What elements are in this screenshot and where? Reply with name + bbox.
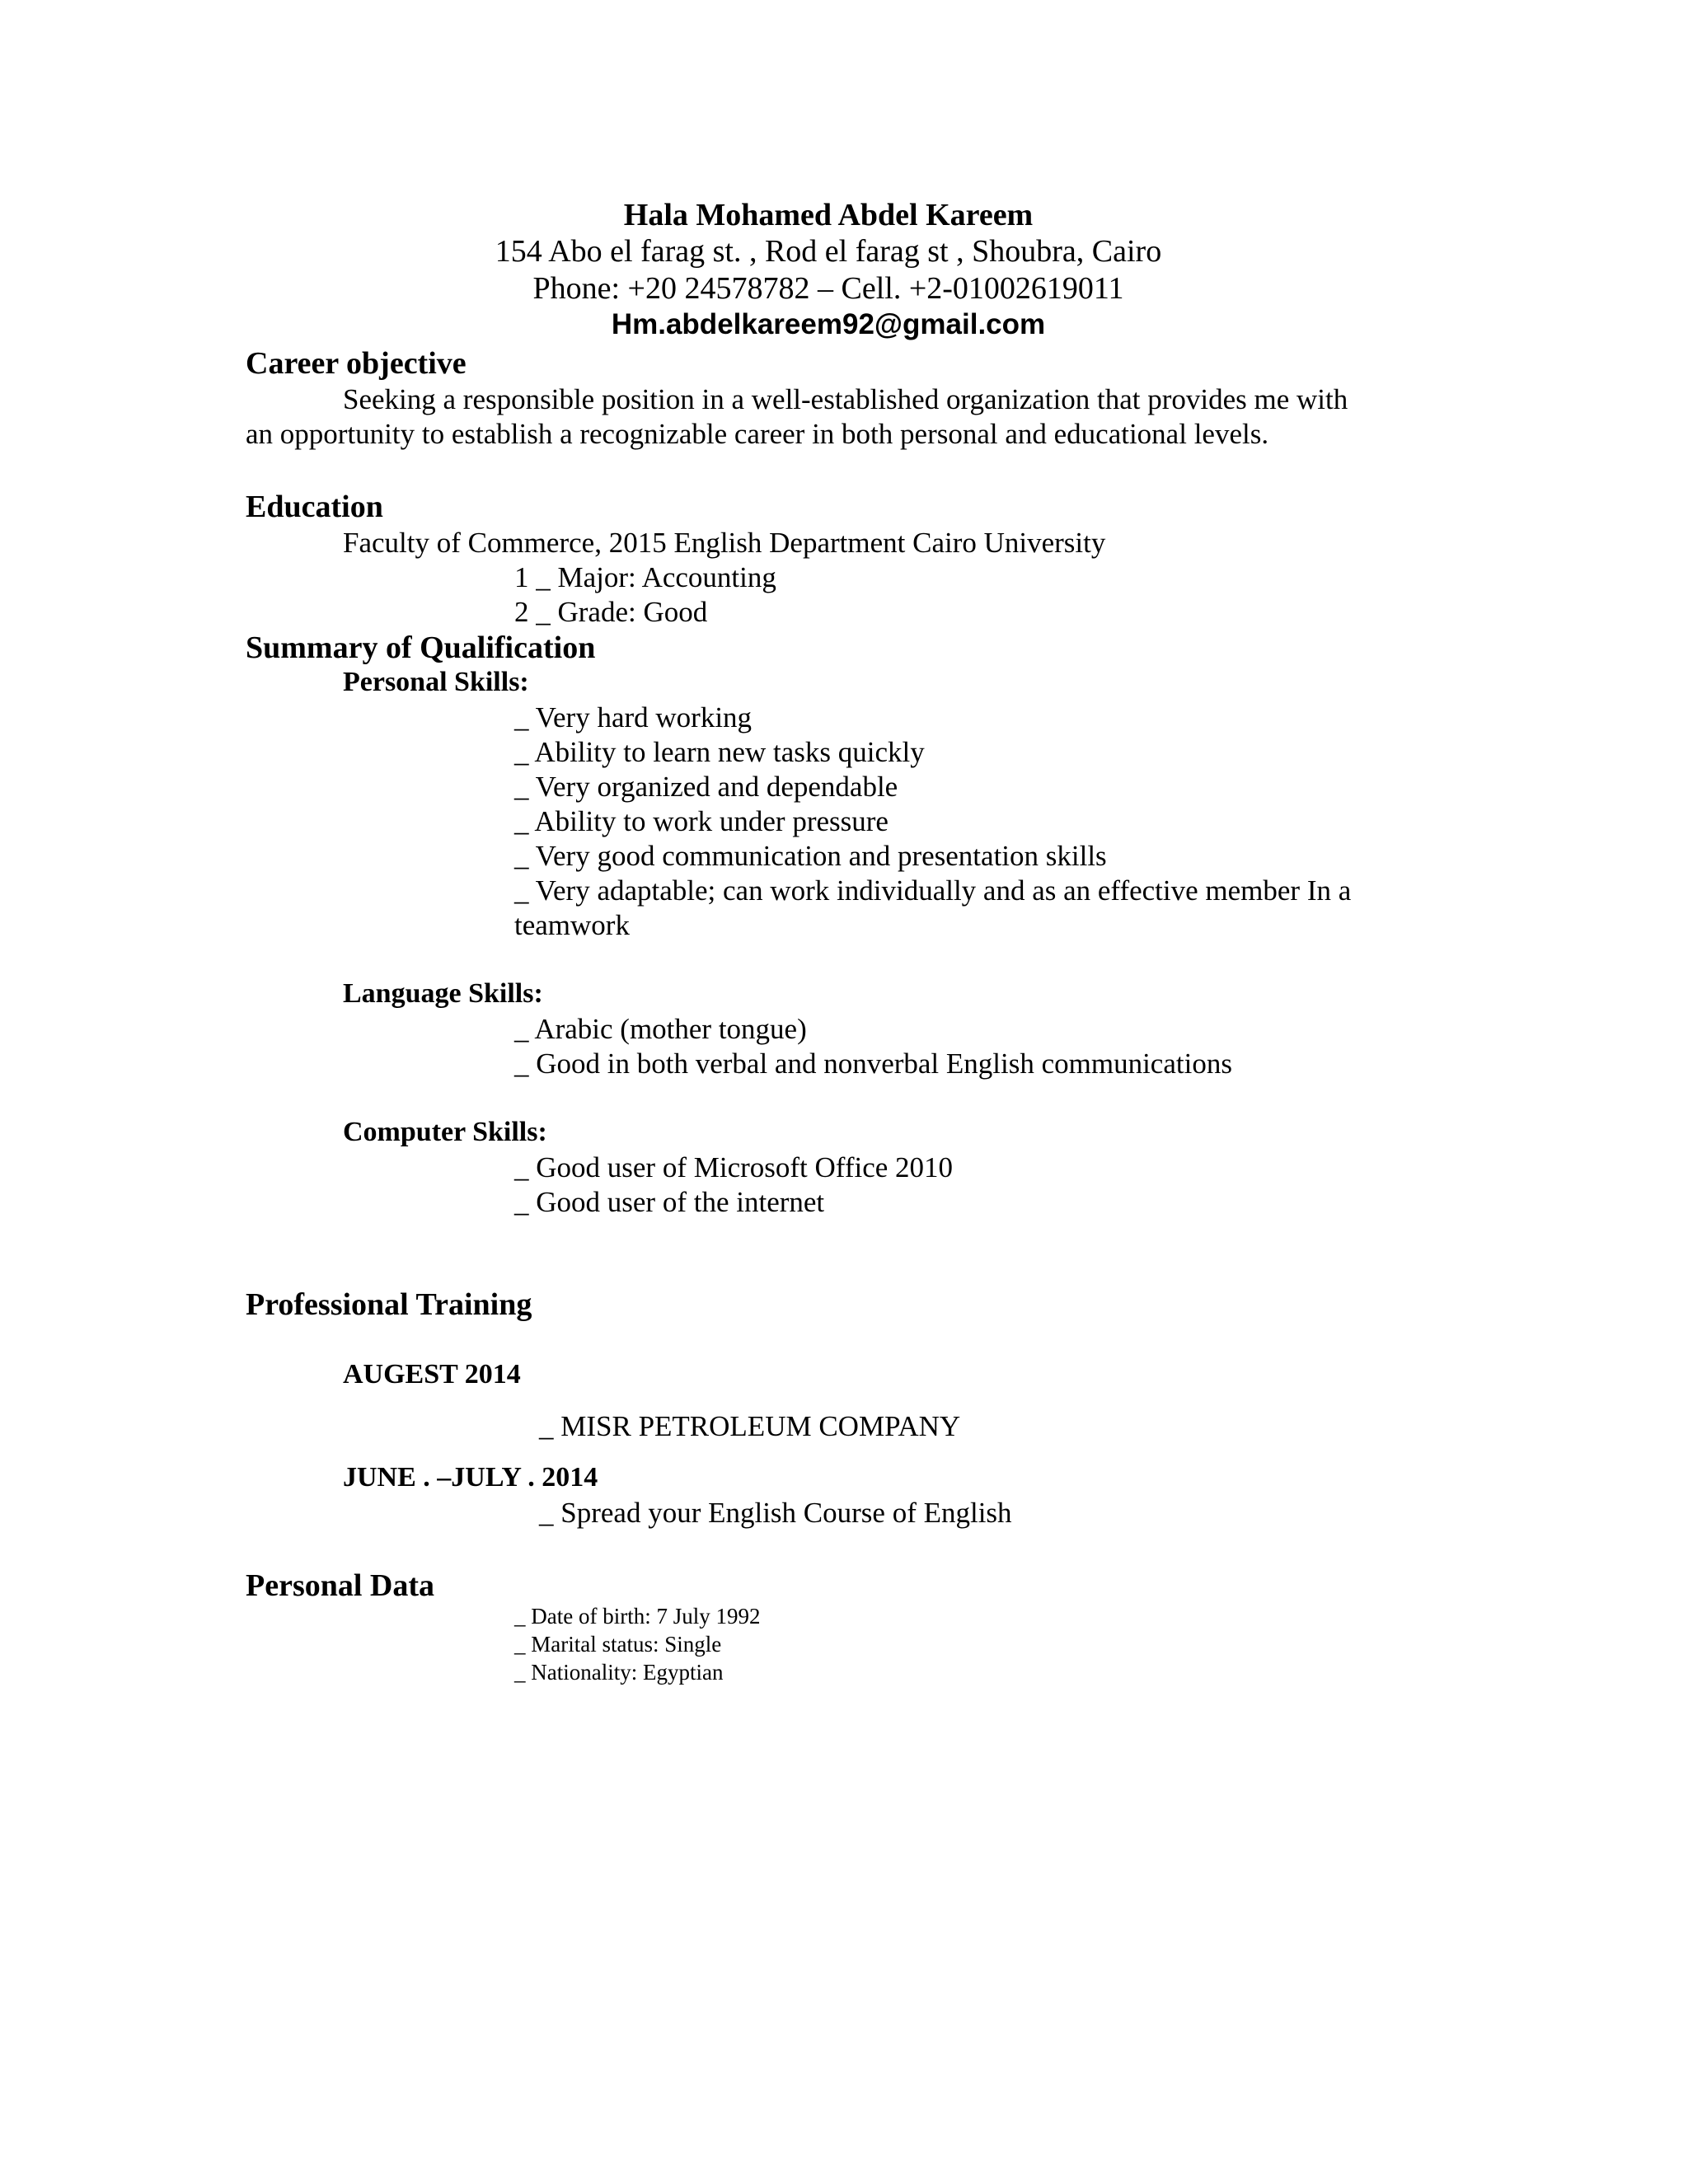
training-item: _ Spread your English Course of English xyxy=(539,1497,1012,1529)
personal-data-item: _ Date of birth: 7 July 1992 xyxy=(514,1604,761,1629)
computer-skill-item: _ Good user of the internet xyxy=(514,1186,825,1218)
language-skills-label: Language Skills: xyxy=(343,978,543,1009)
training-heading: Professional Training xyxy=(246,1287,532,1322)
training-item: _ MISR PETROLEUM COMPANY xyxy=(539,1410,961,1442)
career-objective-heading: Career objective xyxy=(246,346,467,381)
education-line: Faculty of Commerce, 2015 English Department Cairo University xyxy=(343,527,1106,559)
personal-data-item: _ Marital status: Single xyxy=(514,1632,722,1657)
personal-data-heading: Personal Data xyxy=(246,1568,435,1603)
email-line: Hm.abdelkareem92@gmail.com xyxy=(611,308,1046,340)
personal-skill-item: _ Very hard working xyxy=(514,701,753,733)
personal-skill-item: _ Ability to work under pressure xyxy=(514,805,889,837)
phone-line: Phone: +20 24578782 – Cell. +2-01002619011 xyxy=(532,271,1124,306)
language-skill-item: _ Arabic (mother tongue) xyxy=(514,1013,807,1045)
career-objective-line-1: Seeking a responsible position in a well-established organization that provides me with xyxy=(343,383,1348,415)
personal-skill-item: _ Very adaptable; can work individually and as an effective member In a xyxy=(514,874,1352,907)
qualification-heading: Summary of Qualification xyxy=(246,630,596,665)
computer-skills-label: Computer Skills: xyxy=(343,1117,547,1147)
personal-skill-item: _ Very good communication and presentation skills xyxy=(514,840,1107,872)
education-heading: Education xyxy=(246,490,383,524)
training-date: JUNE . –JULY . 2014 xyxy=(343,1462,598,1493)
education-item: 2 _ Grade: Good xyxy=(514,596,708,628)
computer-skill-item: _ Good user of Microsoft Office 2010 xyxy=(514,1151,954,1183)
personal-skill-item-continuation: teamwork xyxy=(514,909,630,941)
personal-skill-item: _ Very organized and dependable xyxy=(514,771,898,803)
career-objective-line-2: an opportunity to establish a recognizable career in both personal and educational levels. xyxy=(246,418,1269,450)
training-date: AUGEST 2014 xyxy=(343,1359,521,1390)
personal-skill-item: _ Ability to learn new tasks quickly xyxy=(514,736,925,768)
language-skill-item: _ Good in both verbal and nonverbal English communications xyxy=(514,1047,1232,1080)
address-line: 154 Abo el farag st. , Rod el farag st , Shoubra, Cairo xyxy=(495,234,1162,269)
personal-data-item: _ Nationality: Egyptian xyxy=(514,1660,724,1685)
candidate-name: Hala Mohamed Abdel Kareem xyxy=(623,198,1034,232)
education-item: 1 _ Major: Accounting xyxy=(514,561,776,593)
personal-skills-label: Personal Skills: xyxy=(343,667,529,697)
